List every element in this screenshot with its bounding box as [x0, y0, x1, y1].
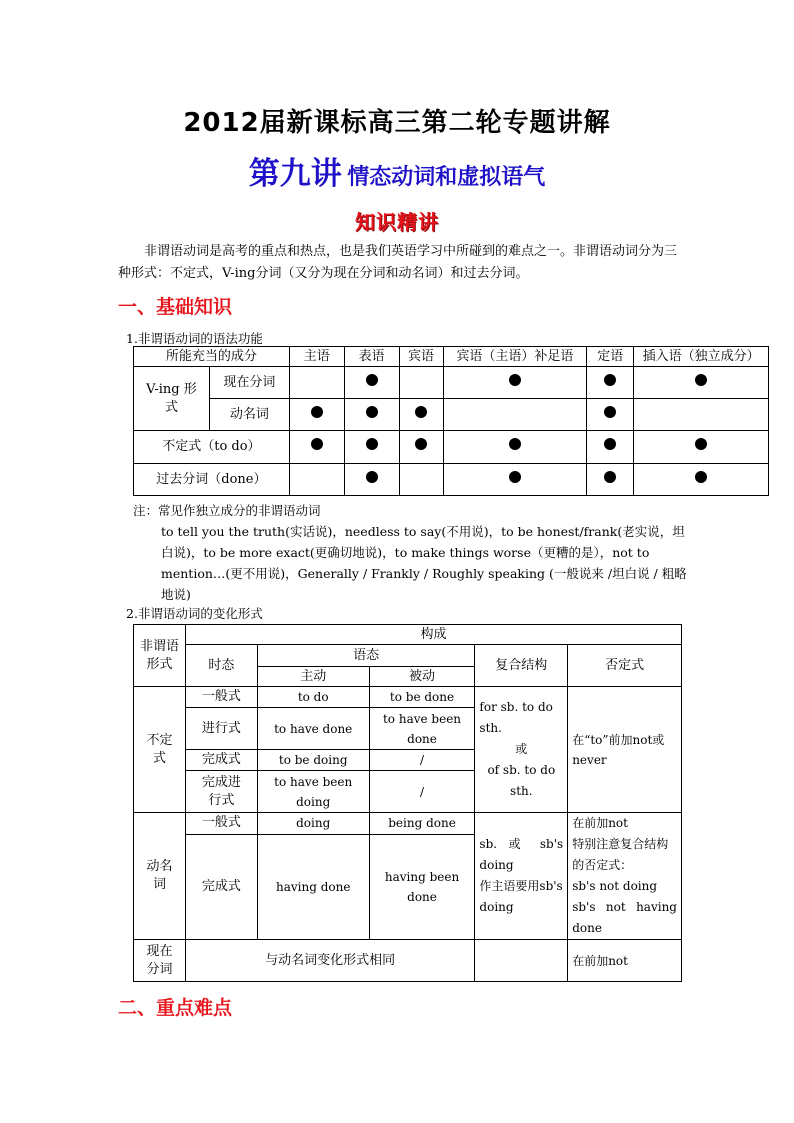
- usage-cell: [399, 464, 443, 496]
- usage-cell: [587, 399, 634, 431]
- ving-label: V-ing 形式: [134, 367, 210, 431]
- usage-dot-icon: [604, 374, 616, 386]
- table1-header: 定语: [587, 347, 634, 367]
- table-row: [134, 687, 682, 708]
- usage-cell: [289, 399, 344, 431]
- h-tense: 时态: [185, 645, 257, 687]
- usage-cell: [399, 431, 443, 464]
- usage-cell: [289, 431, 344, 464]
- h-compound: 复合结构: [475, 645, 568, 687]
- note-text: to tell you the truth(实话说)，needless to say(不用说)，to be honest/frank(老实说，坦白说)，to be more exact(更确切地说)，to make things worse（更糟的是），not to mention…(更不用说)，Generally / Frankly / Roughly speaking (一般说来 /坦白说 / 粗略地说): [161, 524, 687, 602]
- table1-header: 主语: [289, 347, 344, 367]
- h-negative: 否定式: [568, 645, 682, 687]
- inf-compound: [475, 687, 568, 813]
- usage-dot-icon: [366, 374, 378, 386]
- passive-cell: to have been done: [369, 708, 475, 750]
- passive-cell: to be done: [369, 687, 475, 708]
- table1-header: 所能充当的成分: [134, 347, 290, 367]
- function-table: [133, 346, 769, 496]
- forms-table: [133, 624, 682, 982]
- usage-cell: [344, 367, 399, 399]
- part-same: 与动名词变化形式相同: [185, 940, 474, 982]
- usage-cell: [587, 464, 634, 496]
- usage-cell: [634, 464, 769, 496]
- usage-cell: [399, 367, 443, 399]
- intro-paragraph: [118, 241, 684, 285]
- usage-dot-icon: [366, 406, 378, 418]
- row-label: 现在分词: [209, 367, 289, 399]
- tense-cell: 一般式: [185, 813, 257, 835]
- usage-cell: [634, 367, 769, 399]
- section-key-heading: 二、重点难点: [118, 997, 233, 1019]
- inf-compound-1: for sb. to do sth.: [479, 700, 553, 735]
- table1-header: 插入语（独立成分）: [634, 347, 769, 367]
- tense-cell: 进行式: [185, 708, 257, 750]
- table1-caption: 1.非谓语动词的语法功能: [126, 331, 263, 346]
- section-basic-heading: 一、基础知识: [118, 296, 233, 318]
- usage-dot-icon: [509, 471, 521, 483]
- ger-compound-1: sb. 或 sb's doing: [479, 837, 564, 872]
- usage-cell: [587, 431, 634, 464]
- ger-negative-4: sb's not having done: [572, 900, 677, 935]
- active-cell: doing: [257, 813, 369, 835]
- usage-dot-icon: [509, 438, 521, 450]
- usage-cell: [289, 367, 344, 399]
- usage-dot-icon: [604, 471, 616, 483]
- passive-cell: having been done: [369, 834, 475, 940]
- table-row: [134, 813, 682, 835]
- lecture-number: 第九讲: [248, 156, 342, 192]
- usage-dot-icon: [311, 438, 323, 450]
- tense-cell: 完成进行式: [185, 771, 257, 813]
- usage-cell: [587, 367, 634, 399]
- table-row: [134, 367, 769, 399]
- knowledge-heading: 知识精讲: [355, 210, 439, 234]
- passive-cell: /: [369, 750, 475, 771]
- active-cell: to have been doing: [257, 771, 369, 813]
- row-label: 不定式（to do）: [134, 431, 290, 464]
- lecture-topic: 情态动词和虚拟语气: [347, 165, 546, 190]
- h-passive: 被动: [369, 667, 475, 687]
- note-block: [133, 500, 693, 605]
- usage-dot-icon: [604, 438, 616, 450]
- ger-label: 动名词: [134, 813, 186, 940]
- usage-cell: [443, 431, 587, 464]
- table-row: [134, 464, 769, 496]
- usage-dot-icon: [509, 374, 521, 386]
- passive-cell: being done: [369, 813, 475, 835]
- table-row: [134, 431, 769, 464]
- usage-dot-icon: [695, 471, 707, 483]
- tense-cell: 一般式: [185, 687, 257, 708]
- active-cell: having done: [257, 834, 369, 940]
- tense-cell: 完成式: [185, 750, 257, 771]
- table1-header-row: [134, 347, 769, 367]
- table1-header: 宾语（主语）补足语: [443, 347, 587, 367]
- h-active: 主动: [257, 667, 369, 687]
- inf-label: 不定式: [134, 687, 186, 813]
- table2-caption: 2.非谓语动词的变化形式: [126, 606, 263, 621]
- active-cell: to have done: [257, 708, 369, 750]
- usage-dot-icon: [311, 406, 323, 418]
- row-label: 过去分词（done）: [134, 464, 290, 496]
- ger-compound: [475, 813, 568, 940]
- usage-cell: [634, 399, 769, 431]
- tense-cell: 完成式: [185, 834, 257, 940]
- usage-dot-icon: [415, 438, 427, 450]
- usage-cell: [399, 399, 443, 431]
- table-row: [134, 399, 769, 431]
- part-compound: [475, 940, 568, 982]
- usage-cell: [344, 431, 399, 464]
- part-negative: 在前加not: [568, 940, 682, 982]
- usage-cell: [344, 399, 399, 431]
- ger-compound-2: 作主语要用sb's doing: [479, 879, 563, 914]
- page-title: 2012届新课标高三第二轮专题讲解: [183, 108, 611, 138]
- usage-cell: [634, 431, 769, 464]
- inf-compound-or: 或: [515, 742, 528, 756]
- usage-cell: [443, 399, 587, 431]
- usage-dot-icon: [366, 471, 378, 483]
- table-row: [134, 940, 682, 982]
- table1-header: 表语: [344, 347, 399, 367]
- active-cell: to be doing: [257, 750, 369, 771]
- usage-cell: [344, 464, 399, 496]
- intro-text: 非谓语动词是高考的重点和热点，也是我们英语学习中所碰到的难点之一。非谓语动词分为三种形式：不定式，V-ing分词（又分为现在分词和动名词）和过去分词。: [118, 244, 678, 281]
- part-label: 现在分词: [134, 940, 186, 982]
- usage-dot-icon: [366, 438, 378, 450]
- inf-negative: 在“to”前加not或never: [568, 687, 682, 813]
- table1-header: 宾语: [399, 347, 443, 367]
- note-label: 注：常见作独立成分的非谓语动词: [133, 503, 321, 518]
- usage-cell: [443, 464, 587, 496]
- ger-negative-2: 特别注意复合结构的否定式：: [572, 837, 669, 872]
- lecture-title: [0, 148, 794, 193]
- h-voice: 语态: [257, 645, 475, 667]
- ger-negative: [568, 813, 682, 940]
- inf-compound-2: of sb. to do sth.: [487, 763, 556, 798]
- usage-dot-icon: [695, 438, 707, 450]
- row-label: 动名词: [209, 399, 289, 431]
- passive-cell: /: [369, 771, 475, 813]
- usage-cell: [443, 367, 587, 399]
- h-form: 非谓语形式: [134, 625, 186, 687]
- ger-negative-3: sb's not doing: [572, 879, 658, 893]
- usage-dot-icon: [415, 406, 427, 418]
- active-cell: to do: [257, 687, 369, 708]
- usage-dot-icon: [604, 406, 616, 418]
- usage-cell: [289, 464, 344, 496]
- ger-negative-1: 在前加not: [572, 816, 628, 830]
- usage-dot-icon: [695, 374, 707, 386]
- h-struct: 构成: [185, 625, 681, 645]
